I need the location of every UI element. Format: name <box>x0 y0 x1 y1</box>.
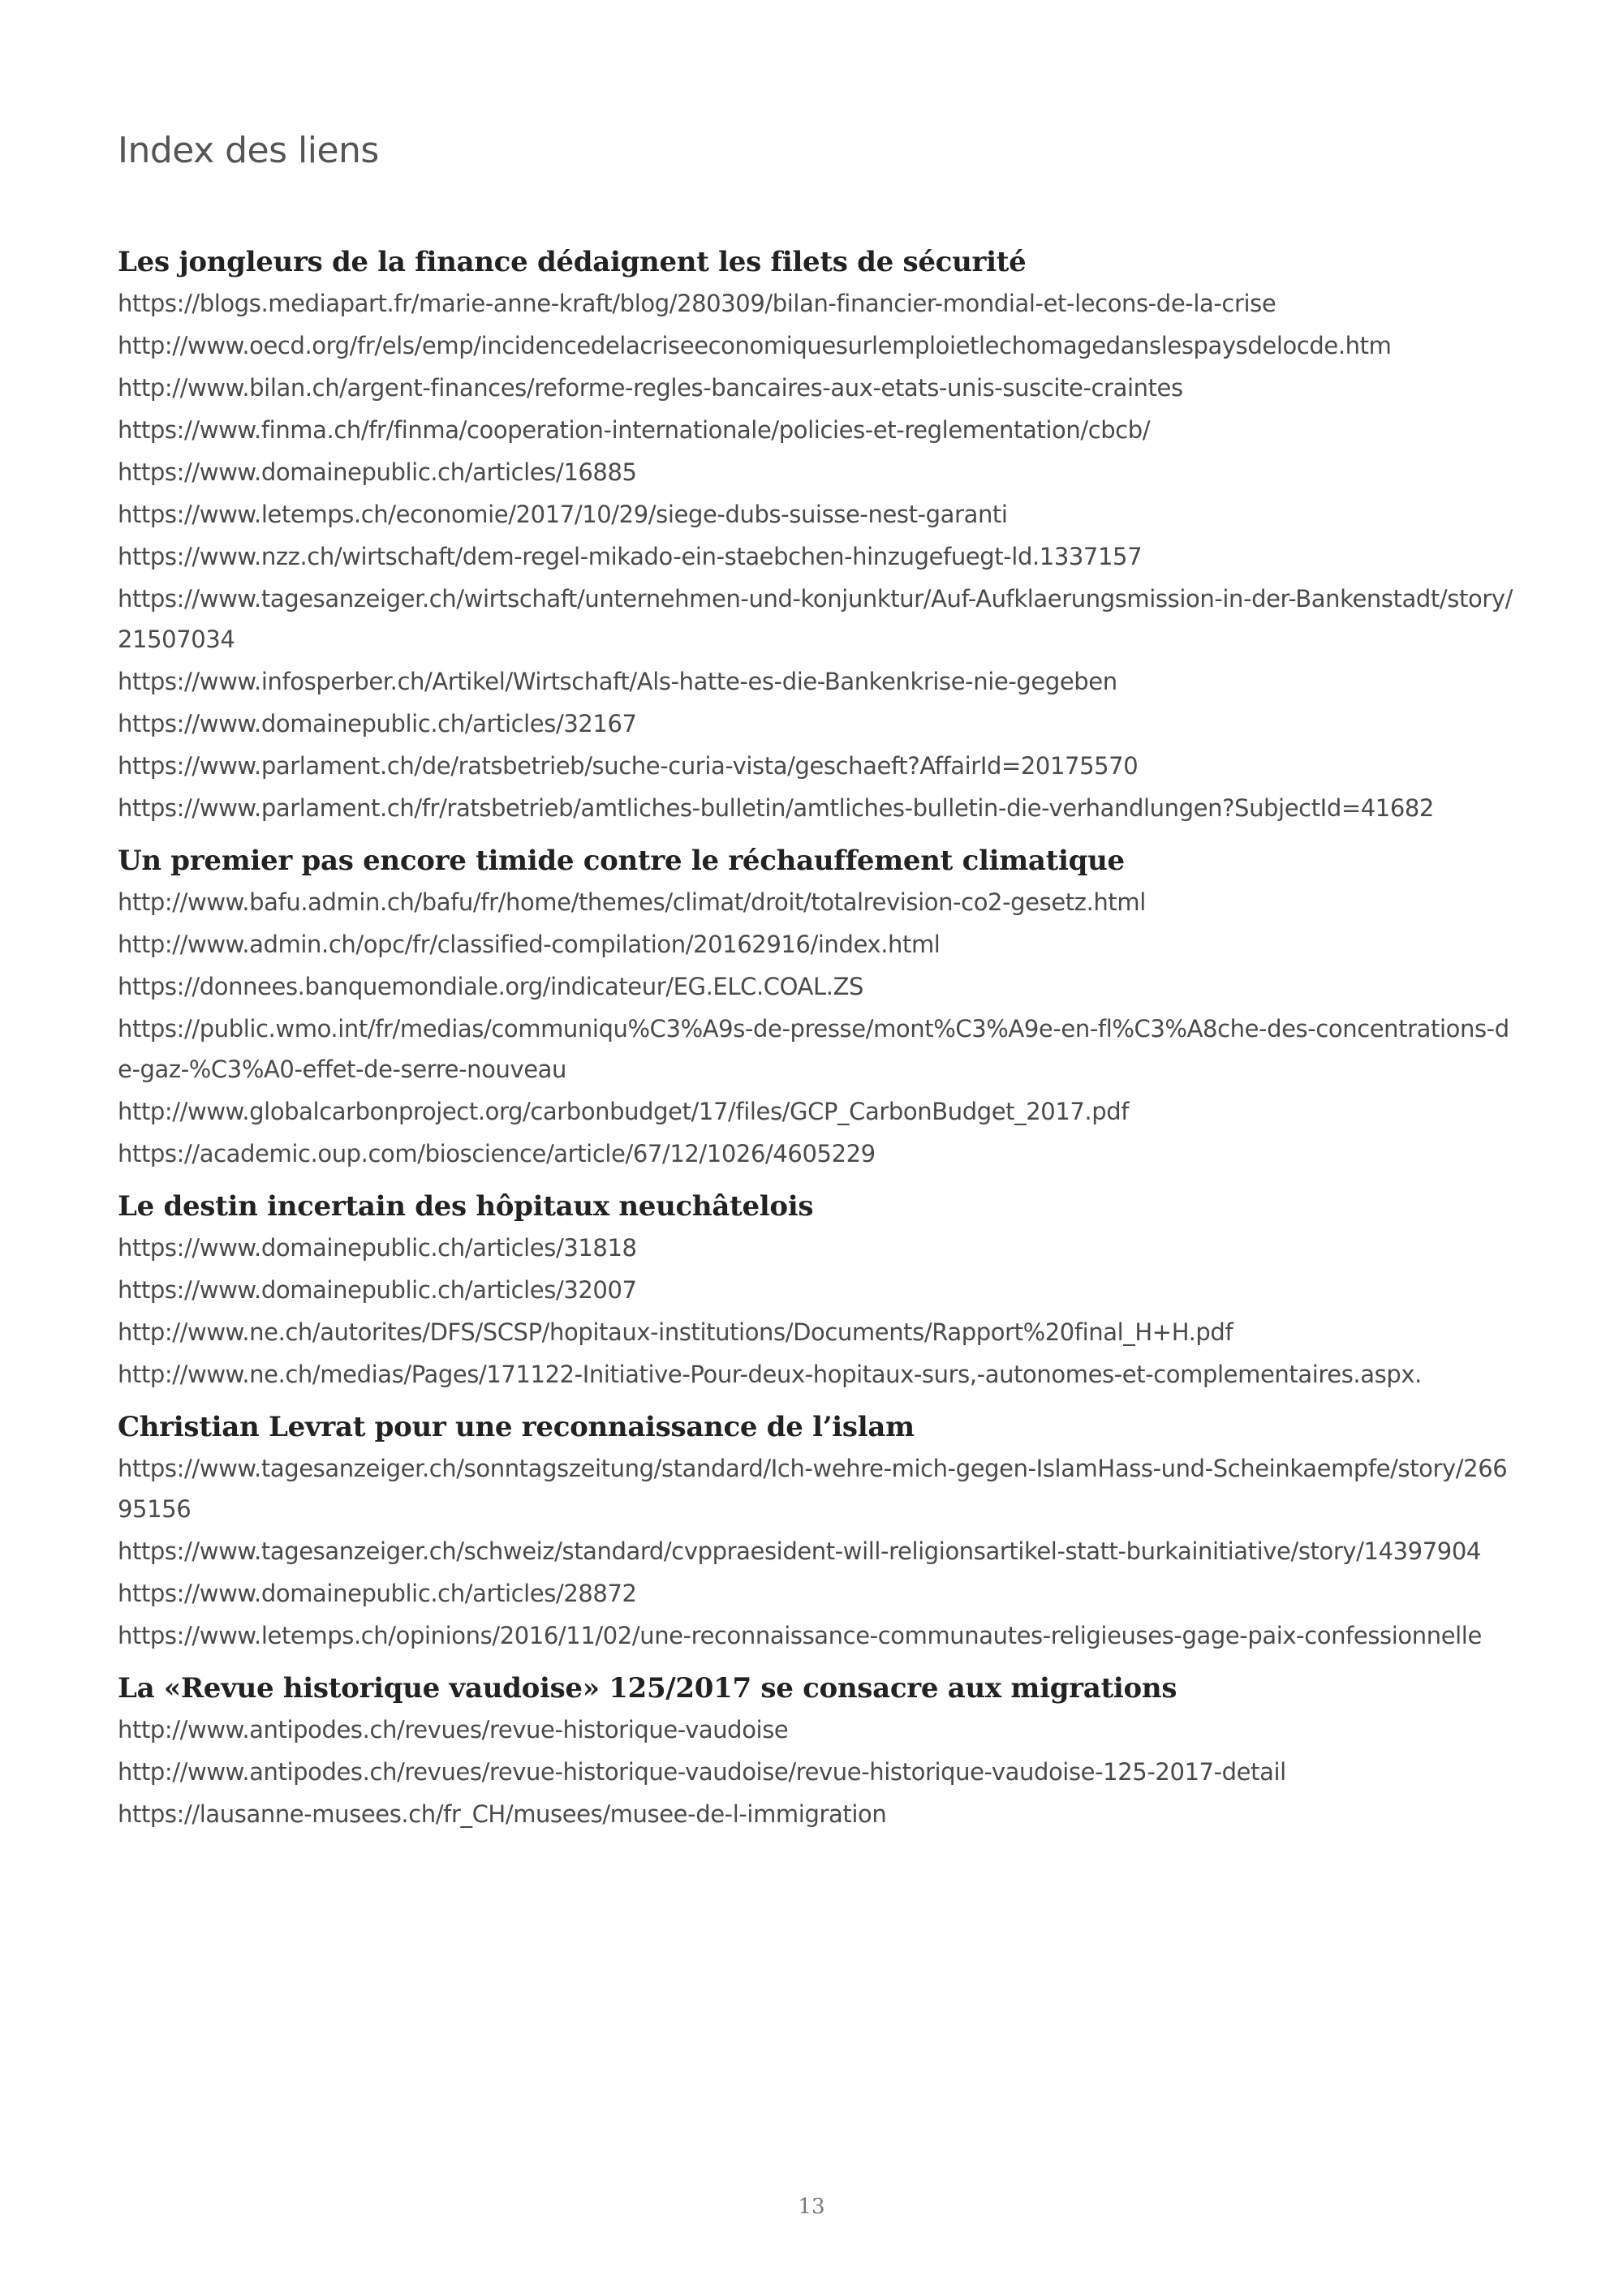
link-url[interactable]: https://blogs.mediapart.fr/marie-anne-kraft/blog/280309/bilan-financier-mondial-et-lecons-de-la-crise <box>118 290 1276 317</box>
link-url[interactable]: https://www.letemps.ch/economie/2017/10/29/siege-dubs-suisse-nest-garanti <box>118 501 1008 528</box>
document-page <box>118 130 1513 1847</box>
link-url[interactable]: https://www.domainepublic.ch/articles/16885 <box>118 458 637 486</box>
link-section <box>118 1187 1513 1395</box>
link-url[interactable]: http://www.ne.ch/autorites/DFS/SCSP/hopitaux-institutions/Documents/Rapport%20final_H+H.pdf <box>118 1318 1233 1346</box>
link-url[interactable]: http://www.antipodes.ch/revues/revue-historique-vaudoise/revue-historique-vaudoise-125-2017-detail <box>118 1758 1286 1786</box>
link-url[interactable]: http://www.globalcarbonproject.org/carbonbudget/17/files/GCP_CarbonBudget_2017.pdf <box>118 1098 1130 1125</box>
link-url[interactable]: https://www.domainepublic.ch/articles/28872 <box>118 1580 637 1607</box>
section-heading: Les jongleurs de la finance dédaignent les filets de sécurité <box>118 246 1027 278</box>
section-heading: Christian Levrat pour une reconnaissance de l’islam <box>118 1411 915 1443</box>
section-heading: Le destin incertain des hôpitaux neuchâtelois <box>118 1190 814 1223</box>
link-url[interactable]: https://www.tagesanzeiger.ch/wirtschaft/unternehmen-und-konjunktur/Auf-Aufklaerungsmission-in-der-Bankenstadt/story/21507034 <box>118 585 1513 653</box>
link-url[interactable]: https://www.finma.ch/fr/finma/cooperation-internationale/policies-et-reglementation/cbcb/ <box>118 416 1151 444</box>
section-heading: Un premier pas encore timide contre le réchauffement climatique <box>118 845 1125 877</box>
link-url[interactable]: https://www.domainepublic.ch/articles/32167 <box>118 710 637 737</box>
link-section <box>118 243 1513 828</box>
link-url[interactable]: http://www.ne.ch/medias/Pages/171122-Initiative-Pour-deux-hopitaux-surs,-autonomes-et-complementaires.aspx. <box>118 1361 1422 1388</box>
section-heading: La «Revue historique vaudoise» 125/2017 se consacre aux migrations <box>118 1672 1177 1705</box>
page-title: Index des liens <box>118 130 379 171</box>
link-url[interactable]: https://public.wmo.int/fr/medias/communiqu%C3%A9s-de-presse/mont%C3%A9e-en-fl%C3%A8che-des-concentrations-de-gaz-%C3%A0-effet-de-serre-nouveau <box>118 1015 1509 1083</box>
link-url[interactable]: https://www.tagesanzeiger.ch/sonntagszeitung/standard/Ich-wehre-mich-gegen-IslamHass-und-Scheinkaempfe/story/26695156 <box>118 1455 1508 1523</box>
link-url[interactable]: https://www.letemps.ch/opinions/2016/11/02/une-reconnaissance-communautes-religieuses-gage-paix-confessionnelle <box>118 1622 1482 1649</box>
link-url[interactable]: http://www.antipodes.ch/revues/revue-historique-vaudoise <box>118 1716 789 1743</box>
link-url[interactable]: https://www.domainepublic.ch/articles/31818 <box>118 1234 637 1262</box>
link-url[interactable]: http://www.oecd.org/fr/els/emp/incidencedelacriseeconomiquesurlemploietlechomagedanslespaysdelocde.htm <box>118 332 1392 359</box>
link-url[interactable]: https://www.tagesanzeiger.ch/schweiz/standard/cvppraesident-will-religionsartikel-statt-burkainitiative/story/14397904 <box>118 1537 1481 1565</box>
link-section <box>118 841 1513 1174</box>
link-index <box>118 243 1513 1834</box>
link-url[interactable]: http://www.admin.ch/opc/fr/classified-compilation/20162916/index.html <box>118 931 941 958</box>
link-url[interactable]: https://donnees.banquemondiale.org/indicateur/EG.ELC.COAL.ZS <box>118 973 864 1000</box>
link-url[interactable]: https://www.domainepublic.ch/articles/32007 <box>118 1276 637 1304</box>
link-url[interactable]: https://www.infosperber.ch/Artikel/Wirtschaft/Als-hatte-es-die-Bankenkrise-nie-gegeben <box>118 668 1117 695</box>
link-url[interactable]: https://www.parlament.ch/fr/ratsbetrieb/amtliches-bulletin/amtliches-bulletin-die-verhandlungen?SubjectId=41682 <box>118 794 1434 822</box>
link-url[interactable]: http://www.bilan.ch/argent-finances/reforme-regles-bancaires-aux-etats-unis-suscite-craintes <box>118 374 1183 402</box>
page-number: 13 <box>798 2195 825 2219</box>
link-section <box>118 1669 1513 1834</box>
link-url[interactable]: https://lausanne-musees.ch/fr_CH/musees/musee-de-l-immigration <box>118 1800 887 1828</box>
link-url[interactable]: http://www.bafu.admin.ch/bafu/fr/home/themes/climat/droit/totalrevision-co2-gesetz.html <box>118 888 1146 916</box>
link-url[interactable]: https://academic.oup.com/bioscience/article/67/12/1026/4605229 <box>118 1140 876 1167</box>
link-url[interactable]: https://www.parlament.ch/de/ratsbetrieb/suche-curia-vista/geschaeft?AffairId=20175570 <box>118 752 1139 780</box>
link-section <box>118 1408 1513 1656</box>
link-url[interactable]: https://www.nzz.ch/wirtschaft/dem-regel-mikado-ein-staebchen-hinzugefuegt-ld.1337157 <box>118 543 1143 570</box>
